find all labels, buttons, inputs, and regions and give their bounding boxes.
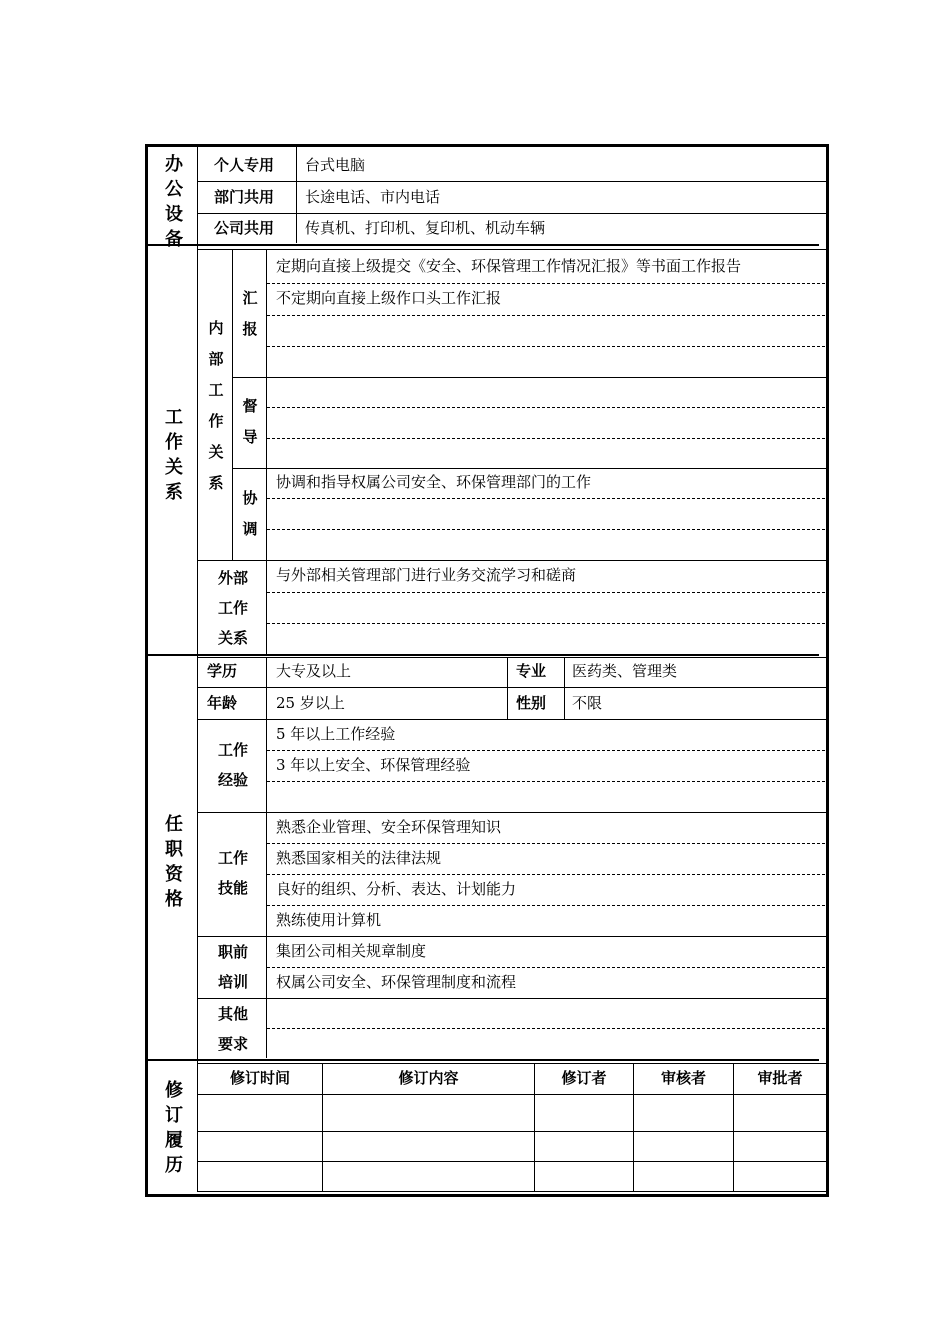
education-label: 学历 [207,662,238,680]
dashed-line [267,592,825,593]
skills-line-4: 熟练使用计算机 [276,911,382,929]
experience-line-1: 5 年以上工作经验 [276,725,396,743]
row-line [198,936,826,937]
qualifications-section-label: 任 职 资 格 [165,814,183,910]
experience-line-2: 3 年以上安全、环保管理经验 [276,756,471,774]
equipment-department-value: 长途电话、市内电话 [305,188,441,206]
external-line-1: 与外部相关管理部门进行业务交流学习和磋商 [276,566,577,584]
row-line [198,1063,826,1064]
row-line [198,213,826,214]
internal-relations-label: 内 部 工 作 关 系 [208,319,224,492]
row-line [198,812,826,813]
skills-label: 工作 技能 [217,849,248,897]
work-relations-section-label: 工 作 关 系 [165,407,183,503]
dashed-line [267,905,825,906]
dashed-line [267,498,825,499]
section-divider [148,654,819,656]
row-line [198,1191,826,1192]
row-line [198,249,826,250]
age-value: 25 岁以上 [276,694,345,712]
skills-line-1: 熟悉企业管理、安全环保管理知识 [276,818,502,836]
dashed-line [267,781,825,782]
dashed-line [267,315,825,316]
section-label-divider [197,146,198,1192]
revision-header-time: 修订时间 [229,1069,290,1087]
training-label: 职前 培训 [217,943,248,991]
education-value: 大专及以上 [276,662,352,680]
supervise-label: 督 导 [242,397,258,446]
dashed-line [267,407,825,408]
equipment-label-divider [296,146,297,243]
training-line-1: 集团公司相关规章制度 [276,942,427,960]
dashed-line [267,874,825,875]
report-line-1: 定期向直接上级提交《安全、环保管理工作情况汇报》等书面工作报告 [276,257,742,275]
row-line [198,560,826,561]
row-line [233,377,826,378]
dashed-line [267,346,825,347]
section-divider [148,1059,819,1061]
major-label: 专业 [516,662,547,680]
internal-label-divider [232,250,233,560]
equipment-personal-label: 个人专用 [214,156,275,174]
age-label: 年龄 [207,694,238,712]
equipment-personal-value: 台式电脑 [305,156,366,174]
row-line [233,468,826,469]
external-relations-label: 外部 工作 关系 [217,569,248,647]
dashed-line [267,1028,825,1029]
row-line [198,657,826,658]
row-line [198,719,826,720]
gender-label: 性别 [516,694,547,712]
report-label: 汇 报 [242,289,258,338]
skills-line-3: 良好的组织、分析、表达、计划能力 [276,880,517,898]
report-line-2: 不定期向直接上级作口头工作汇报 [276,289,502,307]
revision-header-content: 修订内容 [398,1069,459,1087]
experience-label: 工作 经验 [217,741,248,789]
dashed-line [267,283,825,284]
revision-history-section-label: 修 订 履 历 [165,1080,183,1176]
gender-value: 不限 [572,694,603,712]
dashed-line [267,750,825,751]
dashed-line [267,843,825,844]
equipment-company-value: 传真机、打印机、复印机、机动车辆 [305,219,546,237]
revision-header-approver: 审批者 [757,1069,803,1087]
coordinate-label: 协 调 [242,489,258,538]
revision-header-reviser: 修订者 [561,1069,607,1087]
coordinate-line-1: 协调和指导权属公司安全、环保管理部门的工作 [276,473,592,491]
dashed-line [267,623,825,624]
mid-divider [507,658,508,719]
row-line [198,1161,826,1162]
dashed-line [267,438,825,439]
other-requirements-label: 其他 要求 [217,1005,248,1053]
training-line-2: 权属公司安全、环保管理制度和流程 [276,973,517,991]
major-value: 医药类、管理类 [572,662,678,680]
content-divider [266,250,267,654]
row-line [198,687,826,688]
dashed-line [267,529,825,530]
equipment-department-label: 部门共用 [214,188,275,206]
mid-divider [564,658,565,719]
dashed-line [267,967,825,968]
equipment-company-label: 公司共用 [214,219,275,237]
office-equipment-section-label: 办 公 设 备 [165,154,183,250]
row-line [198,1094,826,1095]
revision-header-reviewer: 审核者 [660,1069,706,1087]
row-line [198,181,826,182]
row-line [198,998,826,999]
row-line [198,1131,826,1132]
skills-line-2: 熟悉国家相关的法律法规 [276,849,442,867]
section-divider [148,244,819,246]
